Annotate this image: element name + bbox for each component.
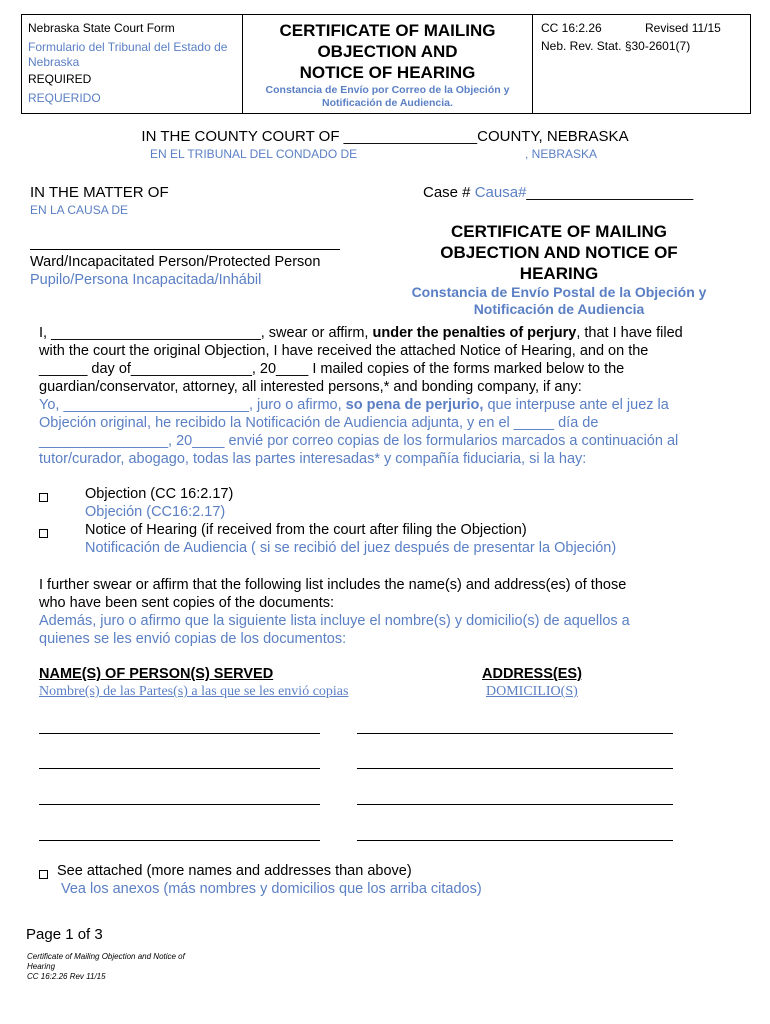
further-line1: I further swear or affirm that the following list includes the name(s) and address(es) of those [39, 577, 627, 593]
oath-es-line1-perjurio: so pena de perjurio, [345, 397, 484, 413]
address-line-3[interactable] [357, 804, 673, 805]
header-title-line2: OBJECTION AND [317, 42, 458, 61]
see-attached-label: See attached (more names and addresses than above) [57, 863, 412, 879]
revised-date: Revised 11/15 [645, 21, 721, 35]
checklist-item-notice-es: Notificación de Audiencia ( si se recibió del juez después de presentar la Objeción) [85, 540, 617, 556]
header-subtitle-es-line2: Notificación de Audiencia. [322, 97, 453, 109]
form-number: CC 16:2.26 [541, 21, 602, 35]
page-number: Page 1 of 3 [26, 926, 103, 943]
title-block-line3: HEARING [519, 264, 599, 283]
oath-line1-perjury: under the penalties of perjury [372, 325, 577, 341]
oath-line1 [39, 324, 683, 342]
ward-label-es: Pupilo/Persona Incapacitada/Inhábil [30, 272, 262, 288]
names-header: NAME(S) OF PERSON(S) SERVED [39, 666, 274, 682]
checkbox-icon [39, 529, 48, 538]
further-line2: who have been sent copies of the documents: [39, 595, 335, 611]
name-line-3[interactable] [39, 804, 320, 805]
required-label: REQUIRED [28, 72, 92, 86]
header-title-line3: NOTICE OF HEARING [299, 63, 476, 82]
ward-label: Ward/Incapacitated Person/Protected Person [30, 254, 321, 270]
oath-es-line1-c: que interpuse ante el juez la [483, 397, 669, 413]
case-blank: ____________________ [526, 184, 694, 201]
oath-line2: with the court the original Objection, I have received the attached Notice of Hearing, and on the [39, 343, 649, 359]
title-block-es-line2: Notificación de Audiencia [473, 301, 645, 317]
ward-name-line [30, 249, 340, 250]
footer-note-line3: CC 16:2.26 Rev 11/15 [27, 972, 106, 981]
oath-line3: ______ day of_______________, 20____ I mailed copies of the forms marked below to the [39, 361, 625, 377]
checklist-item-objection-es: Objeción (CC16:2.17) [85, 504, 226, 520]
oath-line4: guardian/conservator, attorney, all interested persons,* and bonding company, if any: [39, 379, 582, 395]
header-right-cell [533, 15, 750, 113]
statute-reference: Neb. Rev. Stat. §30-2601(7) [541, 39, 691, 53]
form-header [21, 14, 751, 114]
matter-label: IN THE MATTER OF [30, 184, 169, 201]
header-title-line1: CERTIFICATE OF MAILING [279, 21, 496, 40]
oath-es-line1-a: Yo, _______________________, juro o afirmo, [39, 397, 346, 413]
oath-line1-a: I, __________________________, swear or affirm, [39, 325, 373, 341]
case-label-es: Causa# [474, 184, 527, 201]
see-attached-checkbox[interactable] [39, 866, 48, 884]
address-line-4[interactable] [357, 840, 673, 841]
names-header-es: Nombre(s) de las Partes(s) a las que se les envió copias [39, 684, 349, 699]
oath-es-line1 [39, 396, 669, 414]
further-es-line2: quienes se les envió copias de los documentos: [39, 631, 347, 647]
further-es-line1: Además, juro o afirmo que la siguiente lista incluye el nombre(s) y domicilio(s) de aquellos a [39, 613, 630, 629]
oath-es-line2: Objeción original, he recibido la Notificación de Audiencia adjunta, y en el _____ día de [39, 415, 599, 431]
checkbox-icon [39, 493, 48, 502]
case-number [423, 184, 693, 202]
see-attached-label-es: Vea los anexos (más nombres y domicilios que los arriba citados) [61, 881, 482, 897]
title-block-line1: CERTIFICATE OF MAILING [451, 222, 667, 241]
footer-note-line1: Certificate of Mailing Objection and Notice of [27, 952, 185, 961]
oath-es-line4: tutor/curador, abogago, todas las partes interesadas* y compañía fiduciaria, si la hay: [39, 451, 587, 467]
header-subtitle-es-line1: Constancia de Envío por Correo de la Objeción y [265, 84, 510, 96]
objection-checkbox[interactable] [39, 489, 48, 507]
required-label-es: REQUERIDO [28, 91, 101, 105]
header-left-cell [22, 15, 243, 113]
checklist-item-notice: Notice of Hearing (if received from the court after filing the Objection) [85, 522, 527, 538]
address-line-1[interactable] [357, 733, 673, 734]
court-line-es-right: , NEBRASKA [525, 147, 598, 161]
oath-es-line3: ________________, 20____ envié por correo copias de los formularios marcados a continuación al [39, 433, 679, 449]
notice-checkbox[interactable] [39, 525, 48, 543]
name-line-1[interactable] [39, 733, 320, 734]
title-block-line2: OBJECTION AND NOTICE OF [440, 243, 678, 262]
name-line-4[interactable] [39, 840, 320, 841]
name-line-2[interactable] [39, 768, 320, 769]
checklist-item-objection: Objection (CC 16:2.17) [85, 486, 234, 502]
address-line-2[interactable] [357, 768, 673, 769]
court-line: IN THE COUNTY COURT OF ________________COUNTY, NEBRASKA [141, 128, 629, 145]
footer-note-line2: Hearing [27, 962, 56, 971]
oath-line1-c: , that I have filed [576, 325, 683, 341]
case-label: Case # [423, 184, 471, 201]
checkbox-icon [39, 870, 48, 879]
matter-label-es: EN LA CAUSA DE [30, 203, 129, 217]
address-header: ADDRESS(ES) [482, 666, 582, 682]
form-label-es: Formulario del Tribunal del Estado de Nebraska [28, 40, 228, 69]
header-title-cell [243, 15, 533, 113]
address-header-es: DOMICILIO(S) [486, 684, 578, 699]
court-line-es-left: EN EL TRIBUNAL DEL CONDADO DE [150, 147, 358, 161]
form-label: Nebraska State Court Form [28, 21, 175, 35]
title-block-es-line1: Constancia de Envío Postal de la Objeción y [411, 284, 707, 300]
